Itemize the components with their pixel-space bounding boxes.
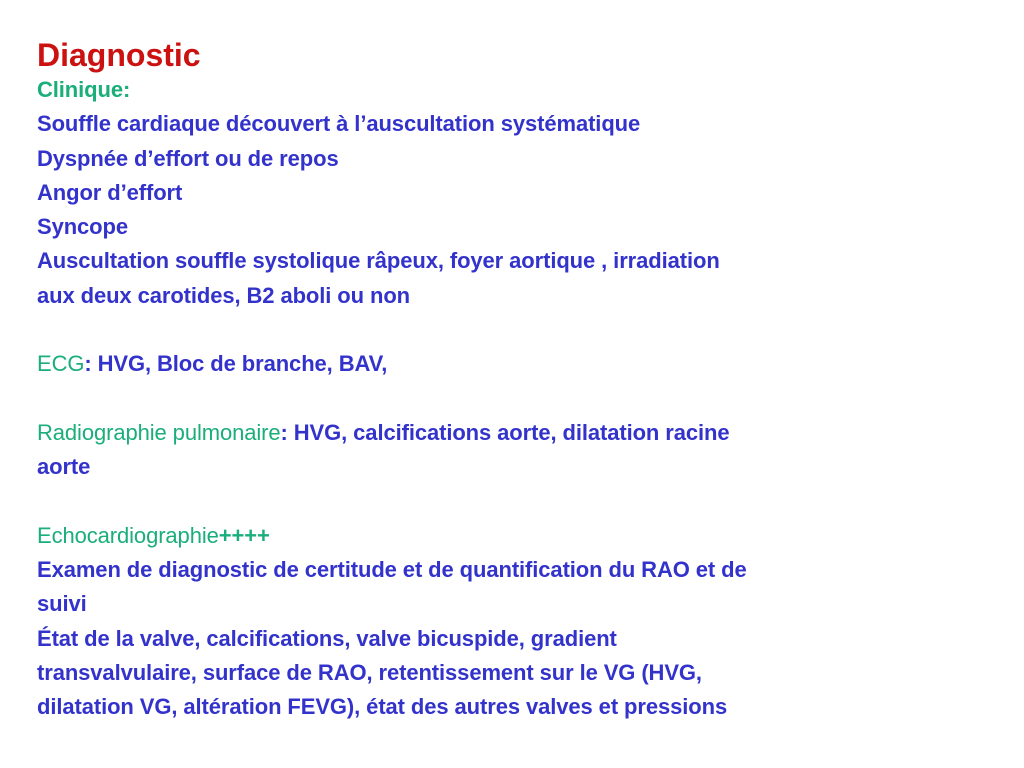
radio-line-cont: aorte — [37, 454, 91, 480]
spacer — [37, 485, 988, 519]
slide-title: Diagnostic — [37, 37, 201, 73]
spacer — [37, 313, 988, 347]
echo-heading — [37, 519, 988, 553]
echo-line: transvalvulaire, surface de RAO, retentissement sur le VG (HVG, — [37, 660, 702, 686]
spacer — [37, 382, 988, 416]
ecg-label: ECG — [37, 351, 85, 377]
clinique-line: Auscultation souffle systolique râpeux, foyer aortique , irradiation — [37, 248, 720, 274]
radio-label: Radiographie pulmonaire — [37, 419, 281, 445]
echo-line: dilatation VG, altération FEVG), état des autres valves et pressions — [37, 694, 728, 720]
echo-line: suivi — [37, 591, 87, 617]
ecg-line — [37, 347, 988, 381]
clinique-line: Souffle cardiaque découvert à l’auscultation systématique — [37, 111, 641, 137]
echo-label: Echocardiographie — [37, 522, 219, 548]
clinique-line: Angor d’effort — [37, 179, 183, 205]
ecg-text: : HVG, Bloc de branche, BAV, — [84, 351, 388, 377]
slide-body — [37, 73, 988, 725]
clinique-line: Syncope — [37, 214, 128, 240]
echo-line: Examen de diagnostic de certitude et de quantification du RAO et de — [37, 557, 747, 583]
radio-line — [37, 416, 988, 450]
clinique-line: aux deux carotides, B2 aboli ou non — [37, 282, 411, 308]
echo-line: État de la valve, calcifications, valve bicuspide, gradient — [37, 625, 617, 651]
clinique-line: Dyspnée d’effort ou de repos — [37, 145, 339, 171]
clinique-heading: Clinique: — [37, 77, 131, 102]
radio-text: : HVG, calcifications aorte, dilatation racine — [280, 419, 730, 445]
echo-suffix: ++++ — [218, 522, 270, 548]
